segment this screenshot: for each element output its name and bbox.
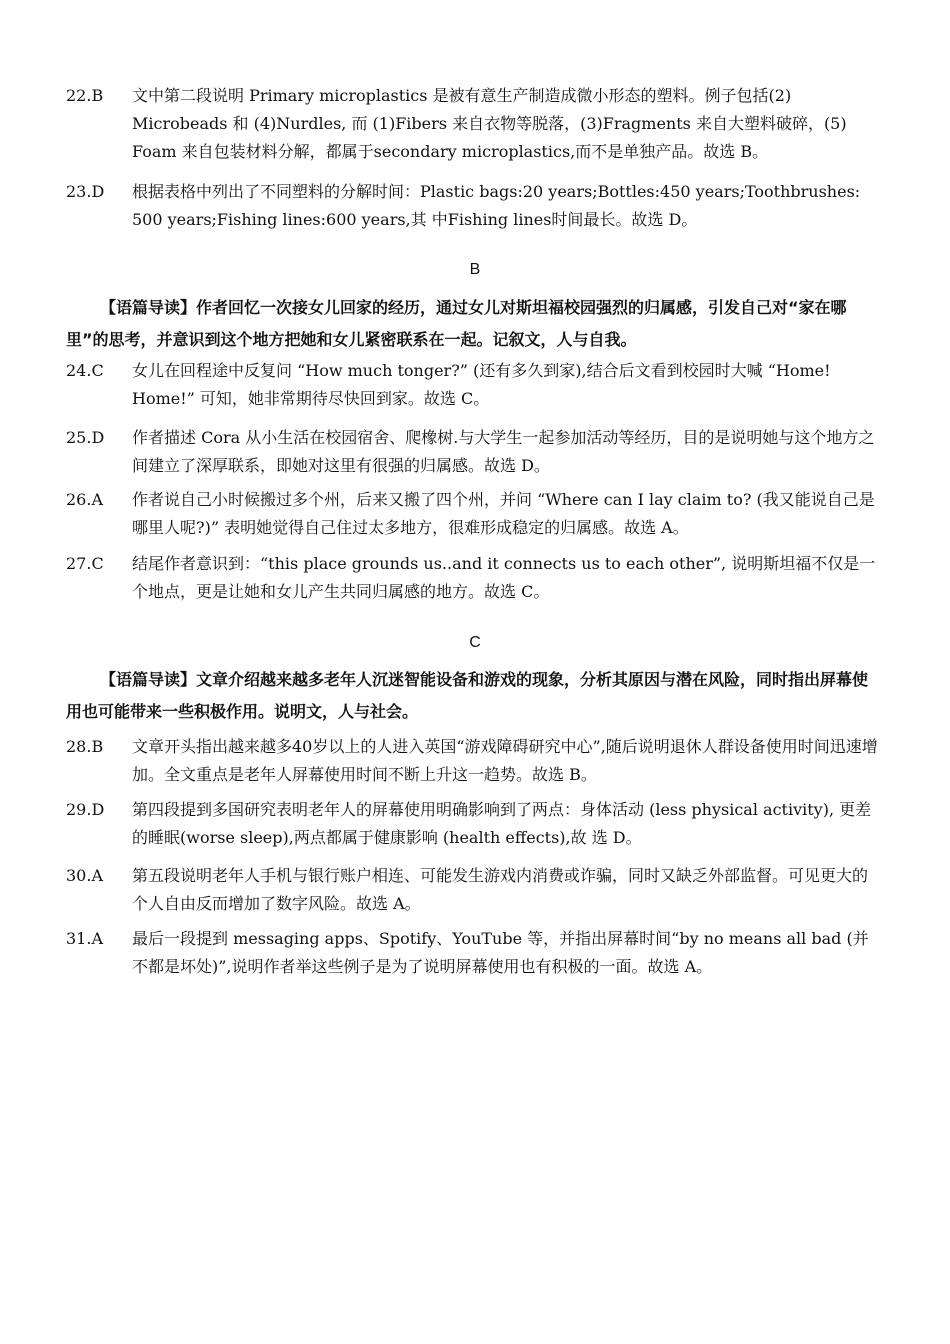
answer-number: 27.C	[66, 554, 104, 573]
answer-item-24	[66, 357, 882, 413]
answer-explanation: 第四段提到多国研究表明老年人的屏幕使用明确影响到了两点：身体活动 (less physical activity), 更差的睡眠(worse sleep),两点都属于健康影响 (health effects),故 选 D。	[132, 800, 872, 847]
answer-item-25	[66, 424, 882, 480]
answer-number: 31.A	[66, 929, 103, 948]
answer-number: 23.D	[66, 182, 105, 201]
answer-explanation: 第五段说明老年人手机与银行账户相连、可能发生游戏内消费或诈骗，同时又缺乏外部监督。可见更大的个人自由反而增加了数字风险。故选 A。	[132, 866, 869, 913]
answer-explanation: 结尾作者意识到：“this place grounds us..and it connects us to each other”, 说明斯坦福不仅是一个地点，更是让她和女儿产生共同归属感的地方。故选 C。	[132, 554, 876, 601]
answer-number: 22.B	[66, 86, 104, 105]
answer-item-22	[66, 82, 882, 166]
answer-explanation: 作者描述 Cora 从小生活在校园宿舍、爬橡树.与大学生一起参加活动等经历，目的是说明她与这个地方之间建立了深厚联系，即她对这里有很强的归属感。故选 D。	[132, 428, 875, 475]
answer-item-23	[66, 178, 882, 234]
answer-item-30	[66, 862, 882, 918]
answer-item-28	[66, 733, 882, 789]
section-intro-c: 【语篇导读】文章介绍越来越多老年人沉迷智能设备和游戏的现象，分析其原因与潜在风险，同时指出屏幕使用也可能带来一些积极作用。说明文，人与社会。	[66, 670, 869, 721]
answer-explanation: 作者说自己小时候搬过多个州，后来又搬了四个州，并问 “Where can I lay claim to? (我又能说自己是哪里人呢?)” 表明她觉得自己住过太多地方，很难形成稳定的归属感。故选 A。	[132, 490, 875, 537]
answer-number: 29.D	[66, 800, 105, 819]
answer-item-26	[66, 486, 882, 542]
answer-item-29	[66, 796, 882, 852]
answer-explanation: 女儿在回程途中反复问 “How much tonger?” (还有多久到家),结合后文看到校园时大喊 “Home! Home!” 可知，她非常期待尽快回到家。故选 C。	[132, 361, 831, 408]
answer-number: 24.C	[66, 361, 104, 380]
answer-number: 28.B	[66, 737, 104, 756]
answer-explanation: 最后一段提到 messaging apps、Spotify、YouTube 等，并指出屏幕时间“by no means all bad (并不都是坏处)”,说明作者举这些例子是为了说明屏幕使用也有积极的一面。故选 A。	[132, 929, 869, 976]
answer-item-31	[66, 925, 882, 981]
section-heading-c: C	[469, 634, 481, 651]
answer-number: 25.D	[66, 428, 105, 447]
answer-item-27	[66, 550, 882, 606]
answer-number: 26.A	[66, 490, 103, 509]
answer-explanation: 文中第二段说明 Primary microplastics 是被有意生产制造成微小形态的塑料。例子包括(2) Microbeads 和 (4)Nurdles, 而 (1)Fibers 来自衣物等脱落，(3)Fragments 来自大塑料破碎，(5) Foam 来自包装材料分解，都属于secondary microplastics,而不是单独产品。故选 B。	[132, 86, 847, 161]
section-heading-b: B	[469, 261, 481, 278]
answer-number: 30.A	[66, 866, 103, 885]
section-intro-b: 【语篇导读】作者回忆一次接女儿回家的经历，通过女儿对斯坦福校园强烈的归属感，引发自己对“家在哪里”的思考，并意识到这个地方把她和女儿紧密联系在一起。记叙文，人与自我。	[66, 298, 847, 349]
answer-explanation: 文章开头指出越来越多40岁以上的人进入英国“游戏障碍研究中心”,随后说明退休人群设备使用时间迅速增加。全文重点是老年人屏幕使用时间不断上升这一趋势。故选 B。	[132, 737, 878, 784]
answer-explanation: 根据表格中列出了不同塑料的分解时间：Plastic bags:20 years;Bottles:450 years;Toothbrushes: 500 years;Fishing lines:600 years,其 中Fishing lines时间最长。故选 D。	[132, 182, 861, 229]
